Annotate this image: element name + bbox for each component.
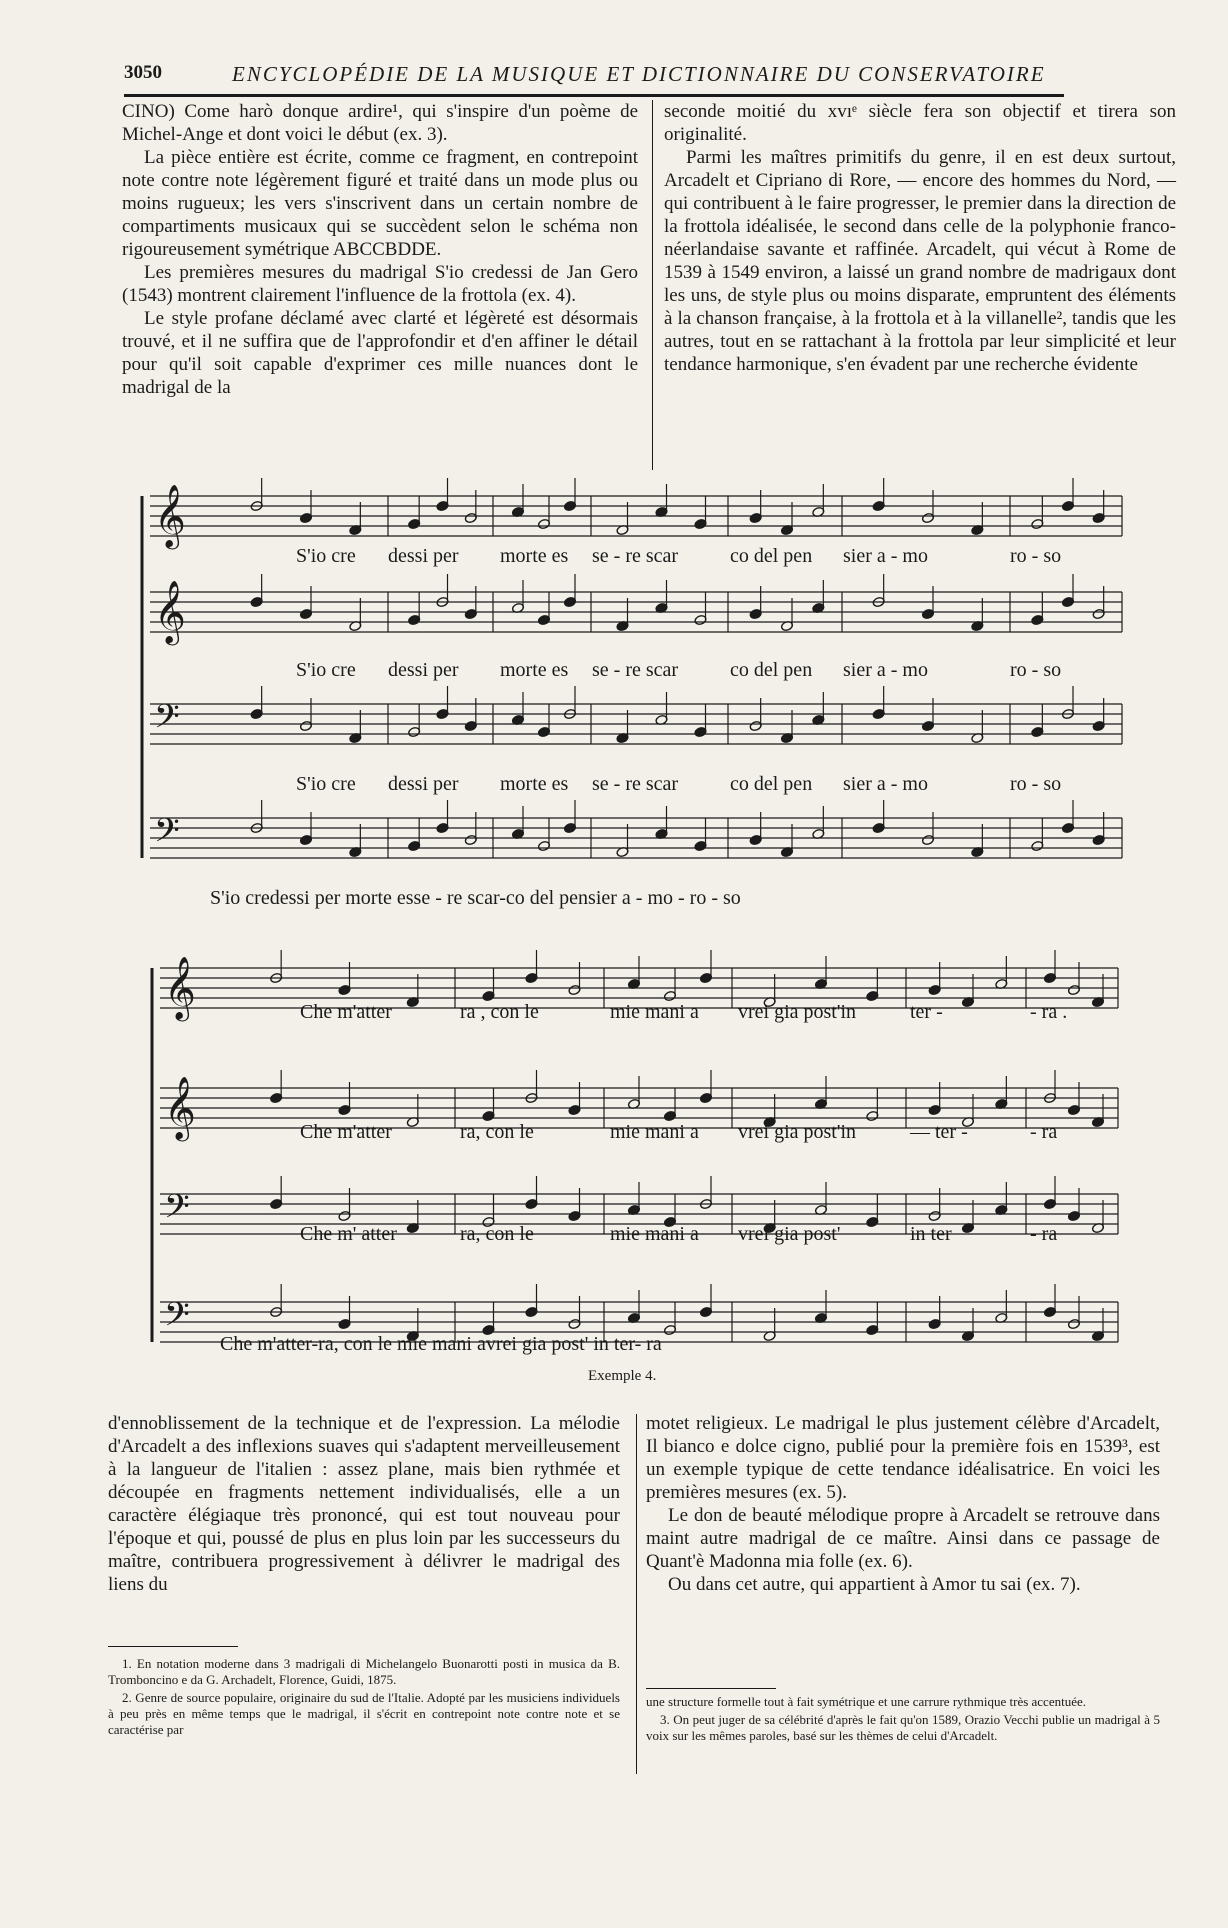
lyric-syllables: mie mani a [610, 1121, 699, 1143]
lyric-syllables: vrei gia post' [738, 1223, 841, 1245]
lyric-line: Che m'atter-ra, con le mie mani avrei gia post' in ter- ra [220, 1333, 662, 1355]
bass-clef-icon: 𝄢 [154, 698, 180, 744]
lyric-syllables: in ter [910, 1223, 952, 1245]
lyric-syllables: Che m' atter [300, 1223, 397, 1245]
lyric-line: S'io credessi per morte esse - re scar-co del pensier a - mo - ro - so [210, 887, 741, 909]
lyric-syllables: se - re scar [592, 773, 679, 795]
running-title: ENCYCLOPÉDIE DE LA MUSIQUE ET DICTIONNAIRE DU CONSERVATOIRE [232, 62, 1046, 86]
paragraph: seconde moitié du xvıᵉ siècle fera son objectif et tirera son originalité. [664, 101, 1176, 145]
lyric-syllables: Che m'atter [300, 1121, 392, 1143]
paragraph: Parmi les maîtres primitifs du genre, il en est deux surtout, Arcadelt et Cipriano di Rore, — encore des hommes du Nord, — qui contribuent à le faire progresser, le premier dans la direction de la frottola idéalisée, le second dans celle de la polyphonie franco-néerlandaise savante et raffinée. Arcadelt, qui vécut à Rome de 1539 à 1549 environ, a laissé un grand nombre de madrigaux dont les uns, de style plus ou moins disparate, empruntent des éléments à la chanson française, à la frottola et à la villanelle², tandis que les autres, tout en se rattachant à la frottola par leur simplicité et leur tendance harmonique, s'en évadent par une recherche évidente [664, 147, 1176, 375]
treble-clef-icon: 𝄞 [154, 580, 186, 643]
lyric-syllables: - ra [1030, 1223, 1058, 1245]
footnote-rule [646, 1688, 776, 1689]
lyric-syllables: - ra . [1030, 1001, 1068, 1023]
lyric-syllables: ra, con le [460, 1121, 534, 1143]
lyric-syllables: morte es [500, 659, 569, 681]
lyric-syllables: — ter - [910, 1121, 968, 1143]
paragraph: La pièce entière est écrite, comme ce fragment, en contrepoint note contre note légèrement figuré et traité dans un mode plus ou moins rugueux; les vers s'inscrivent dans un certain nombre de compartiments musicaux qui se succèdent selon le schéma non rigoureusement symétrique ABCCBDDE. [122, 147, 638, 260]
lyric-syllables: ra , con le [460, 1001, 539, 1023]
lyric-syllables: mie mani a [610, 1001, 699, 1023]
lyric-syllables: S'io cre [296, 545, 356, 567]
bass-clef-icon: 𝄢 [154, 812, 180, 858]
lyric-syllables: co del pen [730, 773, 813, 795]
paragraph: motet religieux. Le madrigal le plus justement célèbre d'Arcadelt, Il bianco e dolce cigno, publié pour la première fois en 1539³, est un exemple typique de cette tendance idéalisatrice. En voici les premières mesures (ex. 5). [646, 1413, 1160, 1503]
treble-clef-icon: 𝄞 [154, 484, 186, 547]
lyric-syllables: sier a - mo [843, 773, 928, 795]
lyric-syllables: dessi per [388, 545, 459, 567]
right-column-bottom [646, 1412, 1160, 1596]
treble-clef-icon: 𝄞 [164, 1076, 196, 1139]
lyric-syllables: se - re scar [592, 545, 679, 567]
lyric-syllables: ra, con le [460, 1223, 534, 1245]
column-divider [636, 1414, 637, 1774]
lyric-syllables: - ra [1030, 1121, 1058, 1143]
lyric-syllables: sier a - mo [843, 545, 928, 567]
bass-clef-icon: 𝄢 [164, 1188, 190, 1234]
lyric-syllables: sier a - mo [843, 659, 928, 681]
paragraph: CINO) Come harò donque ardire¹, qui s'inspire d'un poème de Michel-Ange et dont voici le début (ex. 3). [122, 101, 638, 145]
lyric-syllables: mie mani a [610, 1223, 699, 1245]
lyric-syllables: dessi per [388, 659, 459, 681]
lyric-syllables: S'io cre [296, 659, 356, 681]
lyric-syllables: ro - so [1010, 659, 1062, 681]
lyric-syllables: ro - so [1010, 545, 1062, 567]
footnote: 1. En notation moderne dans 3 madrigali di Michelangelo Buonarotti posti in musica da B. Tromboncino e da G. Archadelt, Florence, Guidi, 1875. [108, 1656, 620, 1687]
footnote: 3. On peut juger de sa célébrité d'après le fait qu'on 1589, Orazio Vecchi publie un madrigal à 5 voix sur les mêmes paroles, basé sur les thèmes de celui d'Arcadelt. [646, 1712, 1160, 1743]
score-system-2 [152, 950, 1118, 1355]
paragraph: Les premières mesures du madrigal S'io credessi de Jan Gero (1543) montrent clairement l'influence de la frottola (ex. 4). [122, 262, 638, 306]
footnote-rule [108, 1646, 238, 1647]
paragraph: d'ennoblissement de la technique et de l'expression. La mélodie d'Arcadelt a des inflexions suaves qui s'adaptent merveilleusement à la langueur de l'italien : assez plane, mais bien rythmée et découpée en fragments nettement individualisés, elle a un caractère élégiaque très prononcé, qui est tout nouveau pour l'époque et qui, poussé de plus en plus loin par les successeurs du maître, contribuera progressivement à délivrer le madrigal des liens du [108, 1413, 620, 1595]
lyric-syllables: morte es [500, 773, 569, 795]
lyric-syllables: co del pen [730, 659, 813, 681]
lyric-syllables: dessi per [388, 773, 459, 795]
lyric-syllables: morte es [500, 545, 569, 567]
footnote: une structure formelle tout à fait symétrique et une carrure rythmique très accentuée. [646, 1694, 1087, 1709]
paragraph: Ou dans cet autre, qui appartient à Amor tu sai (ex. 7). [668, 1574, 1081, 1595]
footnotes-left [108, 1656, 620, 1740]
left-column-bottom [108, 1412, 620, 1596]
lyric-syllables: vrei gia post'in [738, 1001, 857, 1023]
lyric-syllables: S'io cre [296, 773, 356, 795]
lyric-syllables: ter - [910, 1001, 943, 1023]
example-caption: Exemple 4. [588, 1368, 657, 1384]
lyric-syllables: co del pen [730, 545, 813, 567]
paragraph: Le style profane déclamé avec clarté et légèreté est désormais trouvé, et il ne suffira que de l'approfondir et d'en affiner le détail pour qu'il soit capable d'exprimer ces mille nuances dont le madrigal de la [122, 308, 638, 398]
lyric-syllables: se - re scar [592, 659, 679, 681]
score-system-1 [142, 478, 1122, 909]
footnote: 2. Genre de source populaire, originaire du sud de l'Italie. Adopté par les musiciens individuels à peu près en même temps que le madrigal, il s'écrit en contrepoint note contre note et se caractérise par [108, 1690, 620, 1737]
bass-clef-icon: 𝄢 [164, 1296, 190, 1342]
lyric-syllables: ro - so [1010, 773, 1062, 795]
footnotes-right [646, 1694, 1160, 1746]
paragraph: Le don de beauté mélodique propre à Arcadelt se retrouve dans maint autre madrigal de ce maître. Ainsi dans ce passage de Quant'è Madonna mia folle (ex. 6). [646, 1505, 1160, 1572]
treble-clef-icon: 𝄞 [164, 956, 196, 1019]
lyric-syllables: vrei gia post'in [738, 1121, 857, 1143]
lyric-syllables: Che m'atter [300, 1001, 392, 1023]
page-number: 3050 [124, 62, 162, 83]
